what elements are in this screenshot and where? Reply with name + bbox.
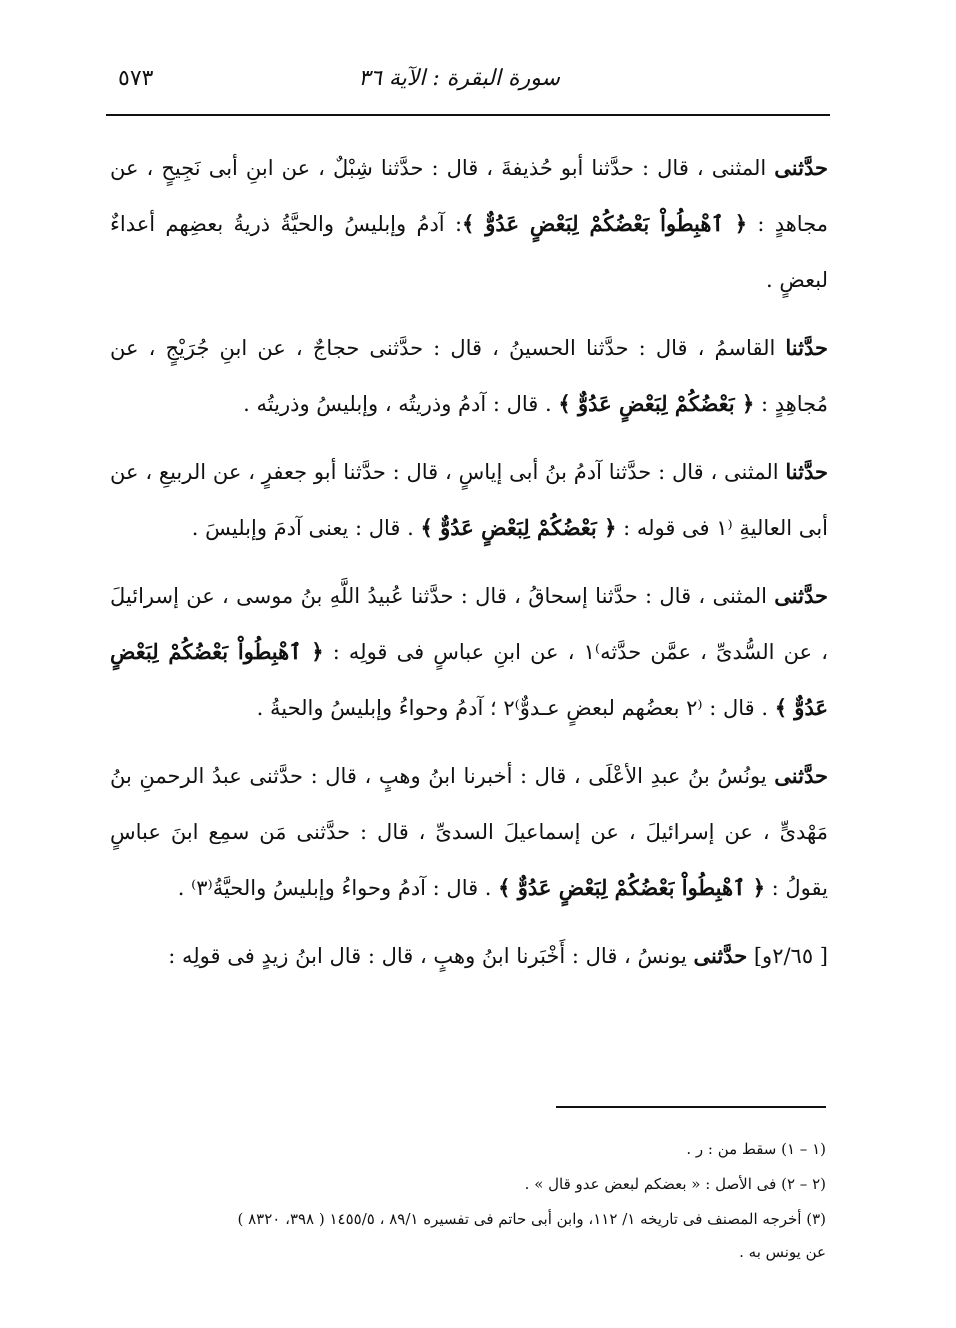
- header-divider: [106, 114, 830, 116]
- running-header: [118, 62, 828, 98]
- footnote-2: (٢ – ٢) فى الأصل : « بعضكم لبعض عدو قال » .: [524, 1175, 826, 1193]
- footnote-1: (١ – ١) سقط من : ر .: [686, 1140, 826, 1158]
- footnotes: [110, 1136, 826, 1274]
- isnad-text: المثنى ، قال : حدَّثنا إسحاقُ ، قال : حدَّثنا عُبيدُ اللَّهِ بنُ موسى ، عن إسرائيلَ ، عن السُّدىِّ ، عمَّن حدَّثه⁾١ ، عن ابنِ عباسٍ فى قولِه :: [110, 584, 828, 664]
- commentary-text: . قال : يعنى آدمَ وإبليسَ .: [191, 516, 421, 540]
- commentary-text: . قال : آدمُ وذريتُه ، وإبليسُ وذريتُه .: [243, 392, 559, 416]
- quran-verse: ﴿ ٱهْبِطُواْ بَعْضُكُمْ لِبَعْضٍ عَدُوٌّ ﴾: [498, 875, 765, 900]
- paragraph-6: [110, 928, 828, 984]
- quran-verse: ﴿ بَعْضُكُمْ لِبَعْضٍ عَدُوٌّ ﴾: [558, 391, 755, 416]
- isnad-text: القاسمُ ، قال : حدَّثنا الحسينُ ، قال : حدَّثنى حجاجٌ ، عن ابنِ جُرَيْجٍ ، عن مُجاهِدٍ :: [110, 336, 828, 416]
- header-title: سورة البقرة : الآية ٣٦: [358, 66, 560, 91]
- narration-opener: حدَّثنى: [774, 763, 828, 788]
- narration-opener: حدَّثنى: [774, 583, 828, 608]
- commentary-text: : آدمُ وإبليسُ والحيَّةُ ذريةُ بعضِهم أعداءٌ لبعضٍ .: [110, 212, 828, 292]
- isnad-text: المثنى ، قال : حدَّثنا آدمُ بنُ أبى إياسٍ ، قال : حدَّثنا أبو جعفرٍ ، عن الربيعِ ، عن أبى العاليةِ ⁽١ فى قوله :: [110, 460, 828, 540]
- paragraph-3: [110, 444, 828, 556]
- paragraph-5: [110, 748, 828, 916]
- narration-opener: حدَّثنى: [693, 943, 748, 968]
- quran-verse: ﴿ ٱهْبِطُواْ بَعْضُكُمْ لِبَعْضٍ عَدُوٌّ ﴾: [110, 639, 828, 720]
- narration-opener: حدَّثنا: [785, 335, 828, 360]
- footnote-3: (٣) أخرجه المصنف فى تاريخه ١/ ١١٢، وابن أبى حاتم فى تفسيره ٨٩/١ ، ١٤٥٥/٥ ( ٣٩٨، ٨٣٢٠ ): [237, 1210, 826, 1228]
- isnad-text: يونسُ ، قال : أَخْبَرنا ابنُ وهبٍ ، قال : قال ابنُ زيدٍ فى قولِه :: [168, 944, 694, 968]
- paragraph-4: [110, 568, 828, 736]
- commentary-text: . قال : ⁽٢ بعضُهم لبعضٍ عـدوٌّ⁾٢ ؛ آدمُ وحواءُ وإبليسُ والحيةُ .: [256, 696, 775, 720]
- narration-opener: حدَّثنى: [774, 155, 828, 180]
- paragraph-2: [110, 320, 828, 432]
- quran-verse: ﴿ ٱهْبِطُواْ بَعْضُكُمْ لِبَعْضٍ عَدُوٌّ ﴾: [462, 211, 748, 236]
- main-text: [110, 140, 828, 990]
- manuscript-folio-ref: [ ٢/٦٥و]: [747, 944, 828, 968]
- commentary-text: . قال : آدمُ وحواءُ وإبليسُ والحيَّةُ⁽٣⁾ .: [177, 876, 499, 900]
- paragraph-1: [110, 140, 828, 308]
- isnad-text: يونُسُ بنُ عبدِ الأعْلَى ، قال : أخبرنا ابنُ وهبٍ ، قال : حدَّثنى عبدُ الرحمنِ بنُ مَهْدىٍّ ، عن إسرائيلَ ، عن إسماعيلَ السدىِّ ، قال : حدَّثنى مَن سمِع ابنَ عباسٍ يقولُ :: [110, 764, 828, 900]
- footnote-3-continuation: عن يونس به .: [739, 1243, 826, 1261]
- quran-verse: ﴿ بَعْضُكُمْ لِبَعْضٍ عَدُوٌّ ﴾: [420, 515, 617, 540]
- narration-opener: حدَّثنا: [785, 459, 828, 484]
- isnad-text: المثنى ، قال : حدَّثنا أبو حُذيفةَ ، قال : حدَّثنا شِبْلٌ ، عن ابنِ أبى نَجِيحٍ ، عن مجاهدٍ :: [110, 156, 828, 236]
- footnote-divider: [556, 1106, 826, 1108]
- page-number: ٥٧٣: [118, 66, 154, 91]
